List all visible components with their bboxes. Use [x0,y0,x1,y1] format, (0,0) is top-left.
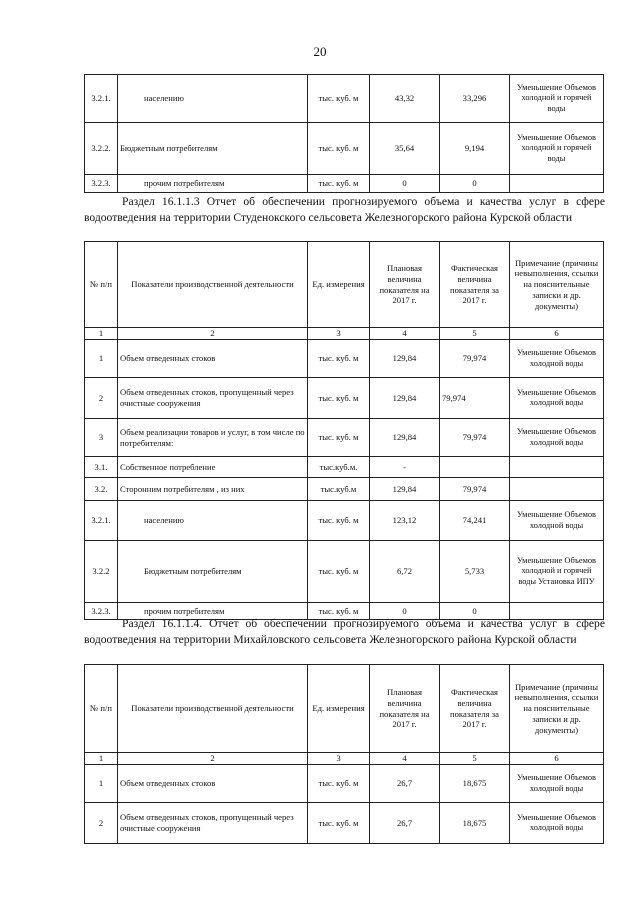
note: Уменьшение Объемов холодной и горячей воды Установка ИПУ [510,541,604,603]
indicator-name: Сторонним потребителям , из них [118,478,308,501]
row-number: 3 [85,419,118,457]
indicator-name: населению [118,75,308,123]
plan-value: 43,32 [370,75,440,123]
column-number: 5 [440,328,510,340]
header-unit: Ед. измерения [308,665,370,753]
column-number: 5 [440,753,510,765]
table-row [85,378,604,419]
note: Уменьшение Объемов холодной воды [510,419,604,457]
fact-value: 5,733 [440,541,510,603]
header-note: Примечание (причины невыполнения, ссылки на пояснительные записки и др. документы) [510,242,604,328]
fact-value: 0 [440,175,510,193]
row-number: 1 [85,765,118,803]
fact-value: 79,974 [440,378,510,419]
row-number: 1 [85,340,118,378]
fact-value: 18,675 [440,803,510,844]
unit: тыс. куб. м [308,378,370,419]
table-studenok [84,241,604,620]
note: Уменьшение Объемов холодной воды [510,501,604,541]
indicator-name: Объем отведенных стоков [118,765,308,803]
header-name: Показатели производственной деятельности [118,665,308,753]
unit: тыс.куб.м. [308,457,370,478]
indicator-name: Объем отведенных стоков [118,340,308,378]
fact-value: 79,974 [440,419,510,457]
table-header-row [85,665,604,753]
note: Уменьшение Объемов холодной воды [510,340,604,378]
unit: тыс. куб. м [308,541,370,603]
table-row [85,457,604,478]
plan-value: 0 [370,175,440,193]
column-number: 6 [510,753,604,765]
header-name: Показатели производственной деятельности [118,242,308,328]
table-row [85,765,604,803]
table-row [85,501,604,541]
section-title [84,616,605,647]
row-number: 3.2.2 [85,541,118,603]
plan-value: 129,84 [370,340,440,378]
note: Уменьшение Объемов холодной и горячей воды [510,123,604,175]
unit: тыс. куб. м [308,501,370,541]
row-number: 3.2. [85,478,118,501]
table-mikhailovka [84,664,604,844]
table-row [85,478,604,501]
table-continued [84,74,604,193]
indicator-name: Объем отведенных стоков, пропущенный через очистные сооружения [118,803,308,844]
header-num: № п/п [85,665,118,753]
fact-value: 18,675 [440,765,510,803]
plan-value: 0 [370,603,440,620]
note: Уменьшение Объемов холодной воды [510,378,604,419]
table-row [85,123,604,175]
header-unit: Ед. измерения [308,242,370,328]
row-number: 3.2.2. [85,123,118,175]
table-row [85,75,604,123]
column-number: 3 [308,753,370,765]
column-number: 2 [118,753,308,765]
table-row [85,419,604,457]
column-number: 1 [85,753,118,765]
column-number: 1 [85,328,118,340]
header-fact: Фактическая величина показателя за 2017 г. [440,665,510,753]
table-row [85,340,604,378]
note [510,457,604,478]
fact-value: 9,194 [440,123,510,175]
fact-value [440,457,510,478]
table-row [85,803,604,844]
unit: тыс. куб. м [308,175,370,193]
indicator-name: населению [118,501,308,541]
column-number-row [85,753,604,765]
note: Уменьшение Объемов холодной и горячей воды [510,75,604,123]
header-note: Примечание (причины невыполнения, ссылки на пояснительные записки и др. документы) [510,665,604,753]
section-heading-text: Раздел 16.1.1.4. Отчет об обеспечении прогнозируемого объема и качества услуг в сфере водоотведения на территории Михайловского сельсовета Железногорского района Курской области [84,617,605,646]
unit: тыс. куб. м [308,419,370,457]
unit: тыс. куб. м [308,765,370,803]
table-header-row [85,242,604,328]
header-num: № п/п [85,242,118,328]
header-plan: Плановая величина показателя на 2017 г. [370,242,440,328]
page-number: 20 [313,44,327,59]
column-number: 4 [370,753,440,765]
note [510,478,604,501]
plan-value: 129,84 [370,419,440,457]
indicator-name: Бюджетным потребителям [118,123,308,175]
unit: тыс.куб.м [308,478,370,501]
header-fact: Фактическая величина показателя за 2017 г. [440,242,510,328]
indicator-name: прочим потребителям [118,175,308,193]
plan-value: 26,7 [370,765,440,803]
indicator-name: прочим потребителям [118,603,308,620]
plan-value: 129,84 [370,378,440,419]
plan-value: 26,7 [370,803,440,844]
note [510,175,604,193]
section-title [84,194,605,225]
table-row [85,541,604,603]
unit: тыс. куб. м [308,75,370,123]
column-number: 6 [510,328,604,340]
row-number: 2 [85,803,118,844]
indicator-name: Собственное потребление [118,457,308,478]
fact-value: 0 [440,603,510,620]
unit: тыс. куб. м [308,123,370,175]
indicator-name: Объем отведенных стоков, пропущенный через очистные сооружения [118,378,308,419]
note: Уменьшение Объемов холодной воды [510,803,604,844]
unit: тыс. куб. м [308,603,370,620]
unit: тыс. куб. м [308,803,370,844]
plan-value: 6,72 [370,541,440,603]
section-heading-text: Раздел 16.1.1.3 Отчет об обеспечении прогнозируемого объема и качества услуг в сфере водоотведения на территории Студенокского сельсовета Железногорского района Курской области [84,195,605,224]
indicator-name: Бюджетным потребителям [118,541,308,603]
column-number: 2 [118,328,308,340]
fact-value: 74,241 [440,501,510,541]
column-number-row [85,328,604,340]
unit: тыс. куб. м [308,340,370,378]
header-plan: Плановая величина показателя на 2017 г. [370,665,440,753]
fact-value: 33,296 [440,75,510,123]
row-number: 3.2.3. [85,175,118,193]
column-number: 4 [370,328,440,340]
note: Уменьшение Объемов холодной воды [510,765,604,803]
plan-value: - [370,457,440,478]
row-number: 3.2.1. [85,501,118,541]
table-row [85,175,604,193]
row-number: 3.2.3. [85,603,118,620]
plan-value: 129,84 [370,478,440,501]
row-number: 3.1. [85,457,118,478]
fact-value: 79,974 [440,340,510,378]
row-number: 3.2.1. [85,75,118,123]
column-number: 3 [308,328,370,340]
plan-value: 123,12 [370,501,440,541]
fact-value: 79,974 [440,478,510,501]
plan-value: 35,64 [370,123,440,175]
row-number: 2 [85,378,118,419]
indicator-name: Объем реализации товаров и услуг, в том числе по потребителям: [118,419,308,457]
